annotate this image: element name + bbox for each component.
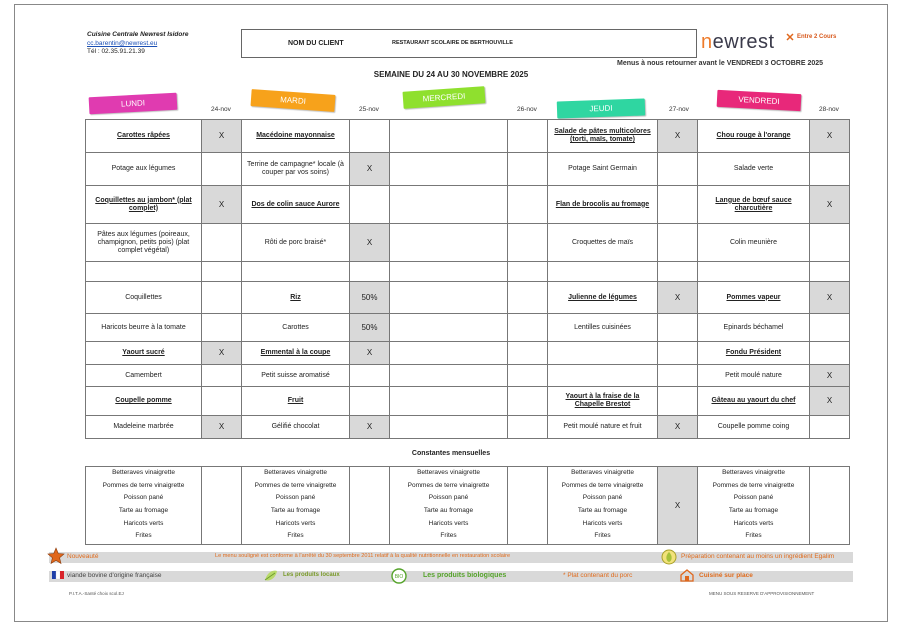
constant-item: Tarte au fromage: [728, 507, 779, 515]
dish-cell: Coupelle pomme: [86, 387, 202, 416]
egalim-icon: [661, 549, 677, 565]
dish-cell: [86, 262, 202, 282]
selection-cell[interactable]: [810, 416, 850, 439]
legend-pork: * Plat contenant du porc: [563, 572, 633, 579]
client-name: RESTAURANT SCOLAIRE DE BERTHOUVILLE: [392, 40, 513, 46]
dish-cell: Potage Saint Germain: [548, 153, 658, 186]
menu-row: [86, 314, 850, 342]
date-vendredi: 28-nov: [819, 106, 839, 113]
selection-cell[interactable]: 50%: [350, 314, 390, 342]
selection-cell[interactable]: [508, 314, 548, 342]
dish-cell: Croquettes de maïs: [548, 224, 658, 262]
dish-cell: Coquillettes au jambon* (plat complet): [86, 186, 202, 224]
dish-cell: Emmental à la coupe: [242, 342, 350, 365]
dish-cell: [242, 262, 350, 282]
french-beef-icon: [51, 568, 65, 582]
dish-cell: Colin meunière: [698, 224, 810, 262]
menu-row: [86, 120, 850, 153]
day-tag-mardi: MARDI: [251, 89, 336, 112]
kitchen-phone: Tél : 02.35.91.21.39: [87, 48, 145, 55]
dish-cell: Fruit: [242, 387, 350, 416]
selection-cell[interactable]: [508, 282, 548, 314]
selection-cell[interactable]: [350, 262, 390, 282]
menu-row: [86, 262, 850, 282]
selection-cell[interactable]: [658, 365, 698, 387]
constant-item: Poisson pané: [733, 494, 774, 502]
constant-item: Poisson pané: [582, 494, 623, 502]
constant-item: Pommes de terre vinaigrette: [561, 481, 644, 489]
dish-cell: Macédoine mayonnaise: [242, 120, 350, 153]
dish-cell: Lentilles cuisinées: [548, 314, 658, 342]
dish-cell: [390, 262, 508, 282]
constant-item: Haricots verts: [582, 519, 623, 527]
dish-cell: Yaourt à la fraise de la Chapelle Brestot: [548, 387, 658, 416]
client-label: NOM DU CLIENT: [288, 40, 344, 47]
selection-cell[interactable]: X: [350, 342, 390, 365]
selection-cell[interactable]: X: [350, 416, 390, 439]
selection-cell[interactable]: [658, 186, 698, 224]
date-jeudi: 27-nov: [669, 106, 689, 113]
dish-cell: Potage aux légumes: [86, 153, 202, 186]
dish-cell: [390, 120, 508, 153]
date-mercredi: 26-nov: [517, 106, 537, 113]
constant-item: Betteraves vinaigrette: [112, 469, 175, 476]
constants-selection-cell[interactable]: X: [658, 467, 698, 545]
selection-cell[interactable]: [202, 314, 242, 342]
selection-cell[interactable]: [508, 224, 548, 262]
selection-cell[interactable]: [202, 387, 242, 416]
star-icon: [47, 547, 65, 565]
selection-cell[interactable]: X: [202, 186, 242, 224]
constant-item: Frites: [135, 532, 152, 540]
dish-cell: Petit moulé nature: [698, 365, 810, 387]
selection-cell[interactable]: X: [350, 153, 390, 186]
selection-cell[interactable]: [508, 186, 548, 224]
dish-cell: Carottes: [242, 314, 350, 342]
selection-cell[interactable]: [658, 342, 698, 365]
day-tag-mercredi: MERCREDI: [403, 86, 486, 109]
selection-cell[interactable]: X: [658, 416, 698, 439]
selection-cell[interactable]: X: [658, 282, 698, 314]
constant-item: Frites: [440, 532, 457, 540]
selection-cell[interactable]: [350, 186, 390, 224]
selection-cell[interactable]: X: [658, 120, 698, 153]
selection-cell[interactable]: [350, 387, 390, 416]
selection-cell[interactable]: [658, 224, 698, 262]
selection-cell[interactable]: [810, 153, 850, 186]
selection-cell[interactable]: X: [810, 186, 850, 224]
legend-conformity: Le menu souligné est conforme à l'arrêté du 30 septembre 2011 relatif à la qualité nutritionnelle en restauration scolaire: [215, 553, 511, 559]
dish-cell: Coquillettes: [86, 282, 202, 314]
constant-item: Frites: [287, 532, 304, 540]
menu-row: [86, 342, 850, 365]
kitchen-contact: [87, 31, 189, 57]
constants-selection-cell[interactable]: [350, 467, 390, 545]
selection-cell[interactable]: X: [810, 387, 850, 416]
selection-cell[interactable]: X: [202, 416, 242, 439]
dish-cell: [390, 314, 508, 342]
svg-text:BIO: BIO: [394, 574, 404, 580]
onsite-kitchen-icon: [679, 568, 695, 582]
selection-cell[interactable]: [202, 153, 242, 186]
constant-item: Tarte au fromage: [423, 507, 474, 515]
dish-cell: Epinards béchamel: [698, 314, 810, 342]
constants-cell: [390, 467, 508, 545]
menu-row: [86, 186, 850, 224]
selection-cell[interactable]: [810, 224, 850, 262]
dish-cell: Flan de brocolis au fromage: [548, 186, 658, 224]
dish-cell: Chou rouge à l'orange: [698, 120, 810, 153]
dish-cell: [548, 365, 658, 387]
constants-cell: [242, 467, 350, 545]
dish-cell: [390, 153, 508, 186]
local-product-icon: [263, 568, 279, 584]
newrest-logo: newrest: [701, 31, 775, 53]
constants-cell: [698, 467, 810, 545]
dish-cell: Rôti de porc braisé*: [242, 224, 350, 262]
selection-cell[interactable]: [508, 416, 548, 439]
selection-cell[interactable]: [508, 387, 548, 416]
menu-row: [86, 365, 850, 387]
date-lundi: 24-nov: [211, 106, 231, 113]
selection-cell[interactable]: X: [202, 120, 242, 153]
selection-cell[interactable]: [658, 314, 698, 342]
day-tag-lundi: LUNDI: [89, 93, 178, 115]
constant-item: Pommes de terre vinaigrette: [254, 481, 337, 489]
dish-cell: [390, 282, 508, 314]
dish-cell: [698, 262, 810, 282]
constant-item: Tarte au fromage: [270, 507, 321, 515]
constant-item: Poisson pané: [428, 494, 469, 502]
constant-item: Betteraves vinaigrette: [571, 469, 634, 476]
legend-egalim: Préparation contenant au moins un ingrédient Egalim: [681, 553, 835, 560]
kitchen-email[interactable]: cc.barentin@newrest.eu: [87, 39, 158, 47]
dish-cell: Dos de colin sauce Aurore: [242, 186, 350, 224]
dish-cell: Salade verte: [698, 153, 810, 186]
constants-selection-cell[interactable]: [810, 467, 850, 545]
dish-cell: Petit moulé nature et fruit: [548, 416, 658, 439]
menu-page: Cuisine Centrale Newrest Isidore cc.barentin@newrest.eu Tél : 02.35.91.21.39 NOM DU CLIENT RESTAURANT SCOLAIRE DE BERTHOUVILLE newrest Entre 2 Cours Menus à nous retourner avant le VENDREDI 3 OCTOBRE 2025 SEMAINE DU 24 AU 30 NOVEMBRE 2025 LUNDI 24-nov MARDI 25-nov MERCREDI 26-nov JEUDI 27-nov VENDREDI 28-nov Carottes râpées X Macédoine mayonnaise Salade de pâtes multicolores (torti, maïs, tomate) X Chou rouge à l'orange X Potage aux légumes Terrine de campagne* locale (à couper par vos soins) X Potage Saint Germain Salade verte Coquillettes au jambon* (plat complet) X Dos de colin sauce Aurore Flan de brocolis au fromage Langue de bœuf sauce charcutière X Pâtes aux légumes (poireaux, champignon, petits pois) (plat complet végétal) Rôti de porc braisé* X Croquettes de maïs Colin meunière Coquillettes Riz 50% Julienne de légumes X Pommes vapeur X Haricots beurre à la tomate Carottes 50% Lentilles cuisinées Epinards béchamel Yaourt sucré X Emmental à la coupe X Fondu Président Camembert Petit suisse aromatisé Petit moulé nature X Coupelle pomme Fruit Yaourt à la fraise de la Chapelle Brestot Gâteau au yaourt du chef X Madeleine marbrée X Gélifié chocolat X Petit moulé nature et fruit X Coupelle pomme coing Constantes mensuelles Betteraves vinaigrette Pommes de terre vinaigrette Poisson pané Tarte au fromage Haricots verts Frites Betteraves vinaigrette Pommes de terre vinaigrette Poisson pané Tarte au fromage Haricots verts Frites Betteraves vinaigrette Pommes de terre vinaigrette Poisson pané Tarte au fromage Haricots verts Frites Betteraves vinaigrette Pommes de terre vinaigrette Poisson pané Tarte au fromage Haricots verts Frites X Betteraves vinaigrette Pommes de terre vinaigrette Poisson pané Tarte au fromage Haricots verts Frites Nouveauté Le menu souligné est conforme à l'arrêté du 30 septembre 2011 relatif à la qualité nutritionnelle en restauration scolaire Préparation contenant au moins un ingrédient Egalim viande bovine d'origine française Les produits locaux BIO Les produits biologiques * Plat contenant du porc Cuisiné sur place P.I.T.A.-Santé choix scol.EJ MENU SOUS RESERVE D'APPROVISIONNEMENT: [14, 4, 888, 622]
selection-cell[interactable]: X: [810, 120, 850, 153]
dish-cell: [390, 387, 508, 416]
constants-cell: [548, 467, 658, 545]
day-tag-vendredi: VENDREDI: [717, 90, 802, 111]
selection-cell[interactable]: [350, 120, 390, 153]
menu-row: [86, 153, 850, 186]
constant-item: Haricots verts: [733, 519, 774, 527]
footer-right: MENU SOUS RESERVE D'APPROVISIONNEMENT: [709, 591, 815, 596]
constant-item: Poisson pané: [123, 494, 164, 502]
selection-cell[interactable]: [508, 342, 548, 365]
dish-cell: Madeleine marbrée: [86, 416, 202, 439]
dish-cell: [390, 342, 508, 365]
dish-cell: Gâteau au yaourt du chef: [698, 387, 810, 416]
menu-grid: [85, 119, 850, 439]
selection-cell[interactable]: [202, 262, 242, 282]
constant-item: Betteraves vinaigrette: [722, 469, 785, 476]
return-deadline-note: Menus à nous retourner avant le VENDREDI 3 OCTOBRE 2025: [617, 60, 824, 67]
dish-cell: [390, 186, 508, 224]
constant-item: Pommes de terre vinaigrette: [712, 481, 795, 489]
week-title: SEMAINE DU 24 AU 30 NOVEMBRE 2025: [373, 70, 529, 79]
selection-cell[interactable]: [810, 262, 850, 282]
selection-cell[interactable]: [350, 365, 390, 387]
selection-cell[interactable]: [810, 342, 850, 365]
legend-bio: Les produits biologiques: [423, 572, 507, 579]
dish-cell: Langue de bœuf sauce charcutière: [698, 186, 810, 224]
dish-cell: Julienne de légumes: [548, 282, 658, 314]
date-mardi: 25-nov: [359, 106, 379, 113]
selection-cell[interactable]: [202, 224, 242, 262]
constants-selection-cell[interactable]: [202, 467, 242, 545]
day-tag-jeudi: JEUDI: [557, 98, 646, 118]
constant-item: Frites: [594, 532, 611, 540]
dish-cell: Terrine de campagne* locale (à couper par vos soins): [242, 153, 350, 186]
dish-cell: Camembert: [86, 365, 202, 387]
dish-cell: [390, 416, 508, 439]
dish-cell: [548, 342, 658, 365]
legend-row-1: [49, 552, 853, 563]
constant-item: Pommes de terre vinaigrette: [407, 481, 490, 489]
dish-cell: Fondu Président: [698, 342, 810, 365]
selection-cell[interactable]: [508, 365, 548, 387]
constants-cell: [86, 467, 202, 545]
dish-cell: Pommes vapeur: [698, 282, 810, 314]
selection-cell[interactable]: [508, 262, 548, 282]
selection-cell[interactable]: [508, 153, 548, 186]
selection-cell[interactable]: [508, 120, 548, 153]
client-box: [241, 29, 697, 58]
constant-item: Haricots verts: [275, 519, 316, 527]
dish-cell: [390, 224, 508, 262]
selection-cell[interactable]: [202, 365, 242, 387]
dish-cell: Haricots beurre à la tomate: [86, 314, 202, 342]
menu-row: [86, 224, 850, 262]
constant-item: Betteraves vinaigrette: [417, 469, 480, 476]
footer-left: P.I.T.A.-Santé choix scol.EJ: [69, 591, 124, 596]
menu-row: [86, 416, 850, 439]
constant-item: Betteraves vinaigrette: [264, 469, 327, 476]
selection-cell[interactable]: X: [810, 365, 850, 387]
selection-cell[interactable]: X: [350, 224, 390, 262]
selection-cell[interactable]: [658, 153, 698, 186]
dish-cell: Carottes râpées: [86, 120, 202, 153]
constant-item: Tarte au fromage: [577, 507, 628, 515]
selection-cell[interactable]: X: [202, 342, 242, 365]
constants-title: Constantes mensuelles: [411, 450, 491, 457]
selection-cell[interactable]: [658, 262, 698, 282]
selection-cell[interactable]: [202, 282, 242, 314]
legend-onsite: Cuisiné sur place: [699, 572, 753, 579]
dish-cell: [548, 262, 658, 282]
constant-item: Frites: [745, 532, 762, 540]
dish-cell: Gélifié chocolat: [242, 416, 350, 439]
dish-cell: Yaourt sucré: [86, 342, 202, 365]
dish-cell: Pâtes aux légumes (poireaux, champignon, petits pois) (plat complet végétal): [86, 224, 202, 262]
constant-item: Poisson pané: [275, 494, 316, 502]
legend-row-2: [49, 571, 853, 582]
constants-selection-cell[interactable]: [508, 467, 548, 545]
constant-item: Haricots verts: [428, 519, 469, 527]
dish-cell: Coupelle pomme coing: [698, 416, 810, 439]
selection-cell[interactable]: X: [810, 282, 850, 314]
menu-row: [86, 282, 850, 314]
legend-beef: viande bovine d'origine française: [67, 572, 162, 579]
selection-cell[interactable]: [810, 314, 850, 342]
constant-item: Pommes de terre vinaigrette: [102, 481, 185, 489]
dish-cell: Petit suisse aromatisé: [242, 365, 350, 387]
selection-cell[interactable]: 50%: [350, 282, 390, 314]
bio-icon: [391, 568, 407, 584]
constant-item: Haricots verts: [123, 519, 164, 527]
dish-cell: Salade de pâtes multicolores (torti, maïs, tomate): [548, 120, 658, 153]
selection-cell[interactable]: [658, 387, 698, 416]
dish-cell: [390, 365, 508, 387]
menu-row: [86, 387, 850, 416]
constants-grid: [85, 466, 850, 545]
legend-nouveaute: Nouveauté: [67, 553, 99, 560]
kitchen-name: Cuisine Centrale Newrest Isidore: [87, 31, 189, 38]
constant-item: Tarte au fromage: [118, 507, 169, 515]
legend-local: Les produits locaux: [283, 572, 340, 578]
dish-cell: Riz: [242, 282, 350, 314]
